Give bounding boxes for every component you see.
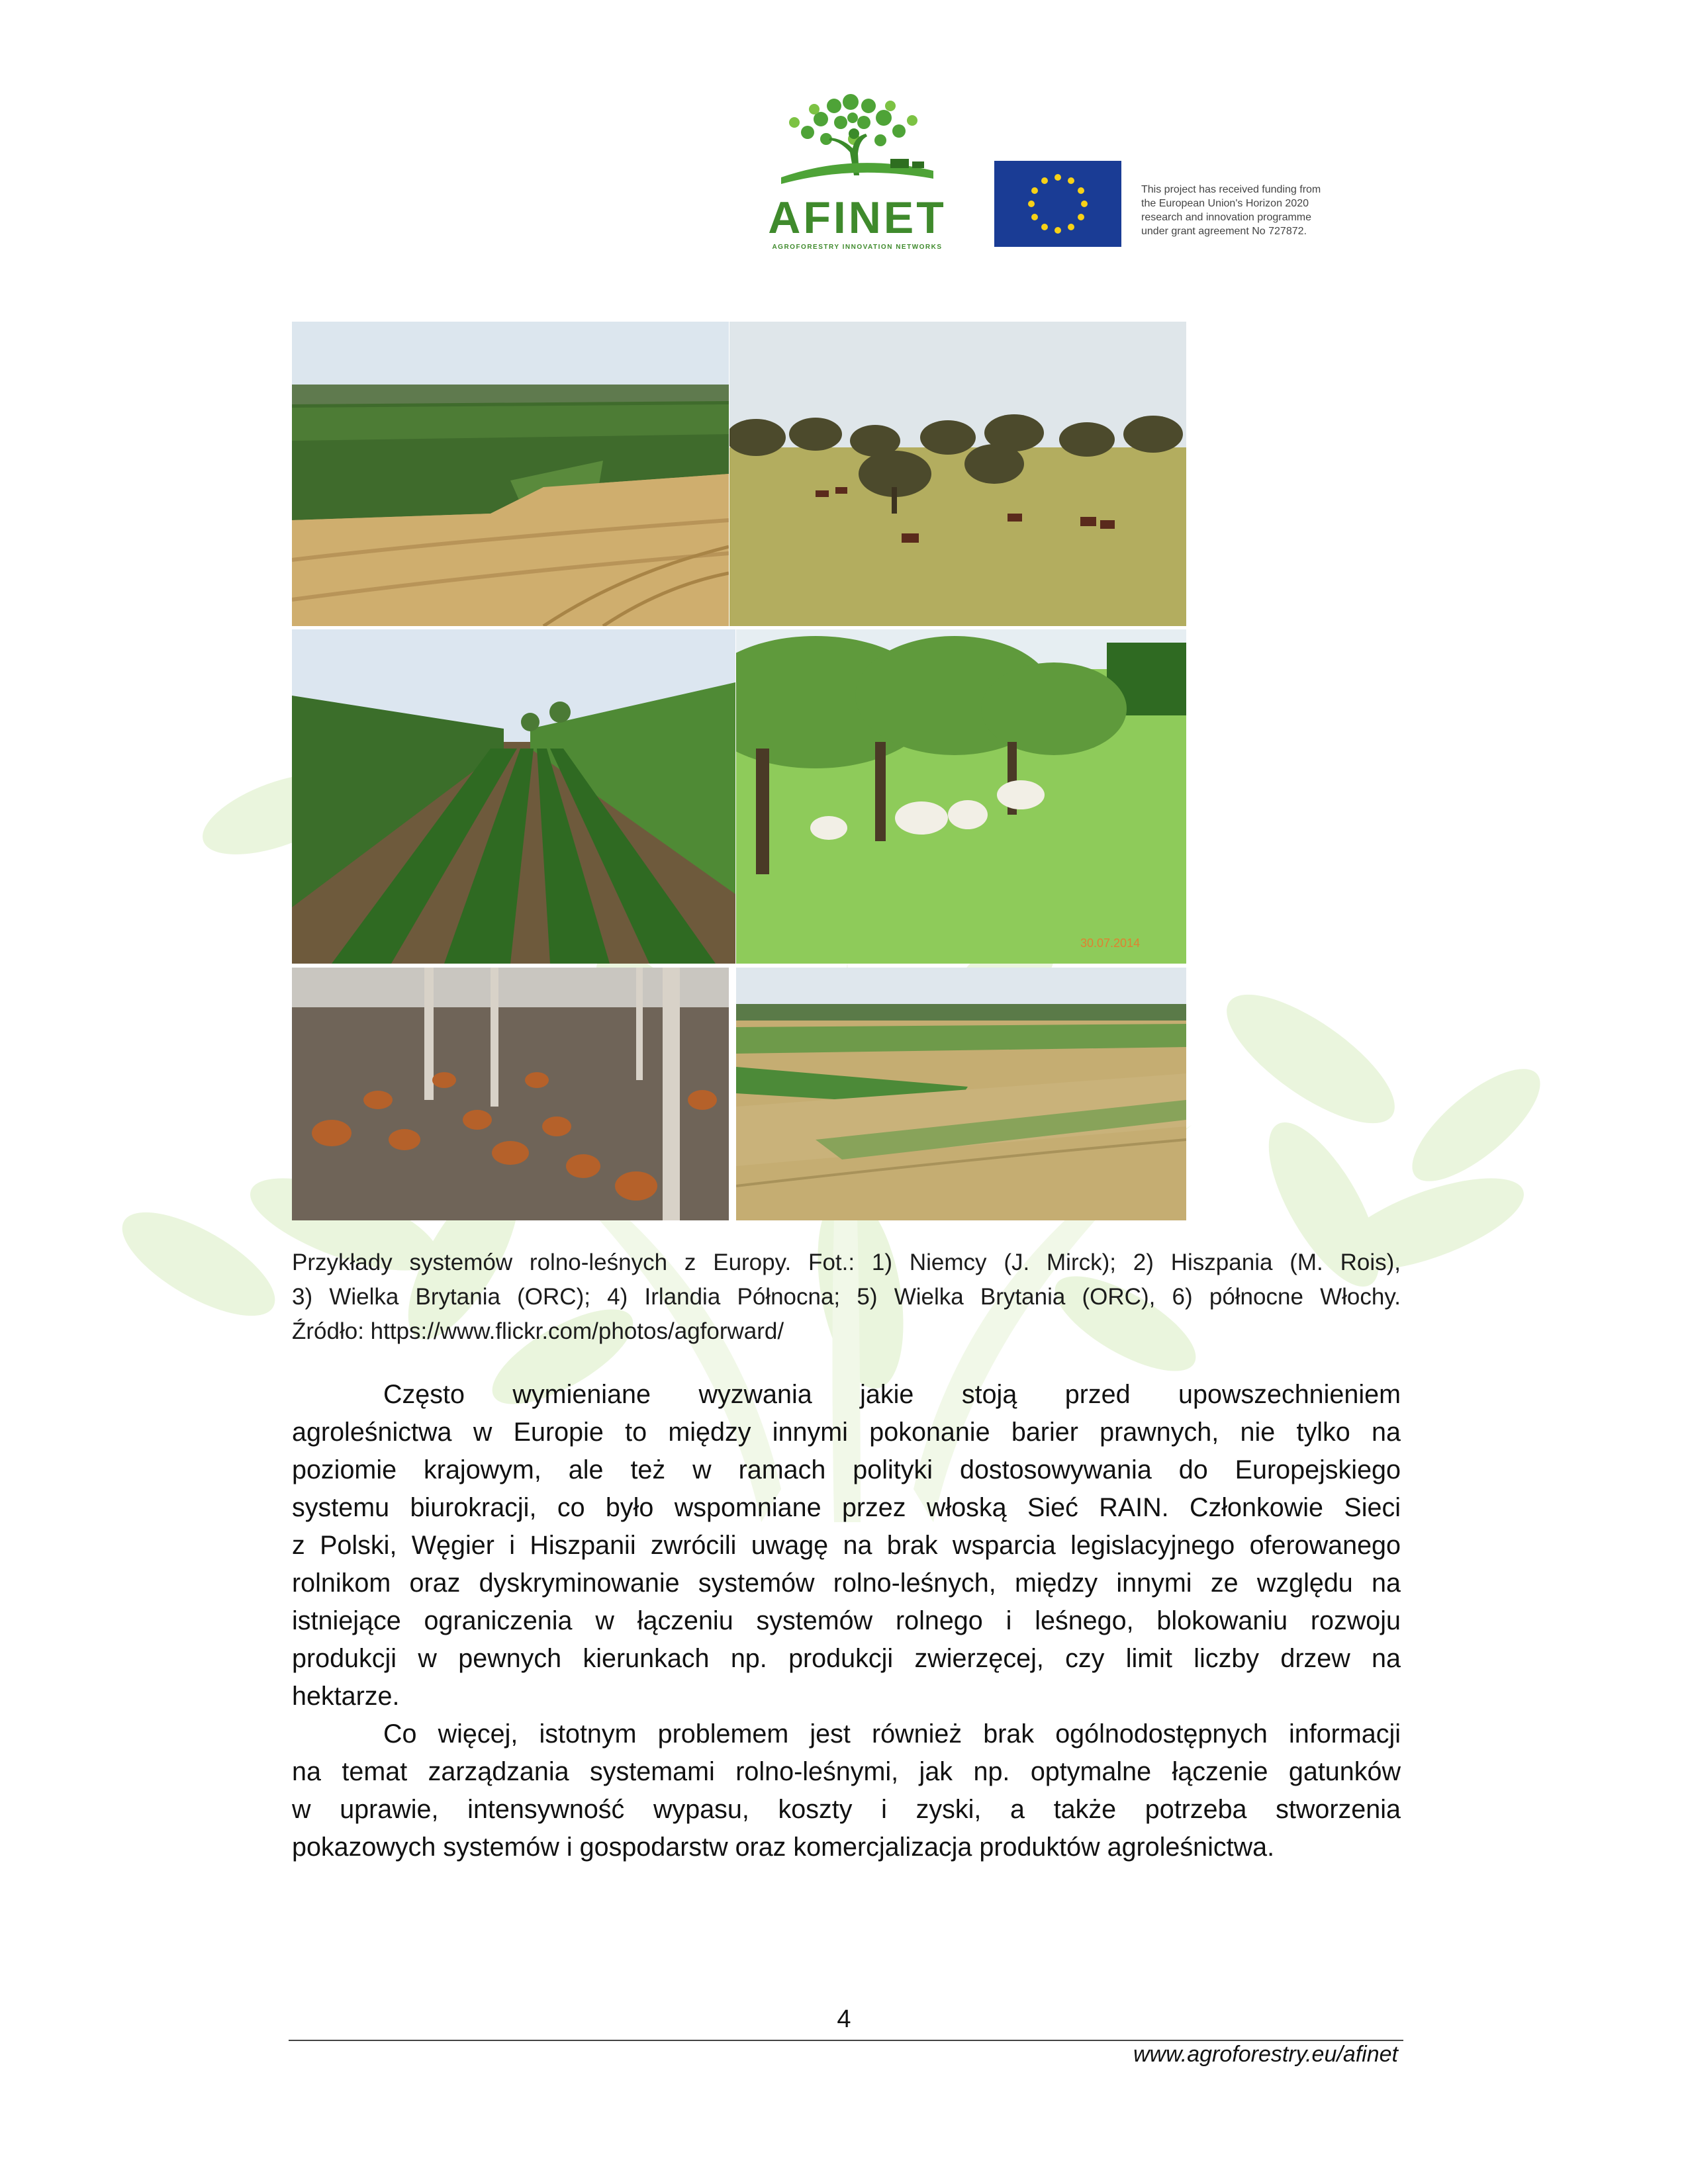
caption-source-link: Źródło: https://www.flickr.com/photos/agforward/ <box>292 1318 784 1344</box>
paragraph-1-line: systemu biurokracji, co było wspomniane przez włoską Sieć RAIN. Członkowie Sieci <box>292 1493 1401 1522</box>
eu-funding-notice <box>1141 183 1393 238</box>
eu-flag-icon <box>994 161 1121 247</box>
eu-funding-line: under grant agreement No 727872. <box>1141 226 1307 237</box>
footer-website-link[interactable]: www.agroforestry.eu/afinet <box>1133 2042 1398 2067</box>
eu-funding-line: This project has received funding from <box>1141 184 1321 195</box>
body-text <box>292 1376 1401 1866</box>
paragraph-2-line: Co więcej, istotnym problemem jest również brak ogólnodostępnych informacji <box>383 1719 1401 1749</box>
eu-funding-line: research and innovation programme <box>1141 212 1312 223</box>
paragraph-1-line: produkcji w pewnych kierunkach np. produkcji zwierzęcej, czy limit liczby drzew na <box>292 1644 1401 1673</box>
photo-spain-dehesa <box>729 322 1186 626</box>
paragraph-1-line: istniejące ograniczenia w łączeniu systemów rolnego i leśnego, blokowaniu rozwoju <box>292 1606 1401 1635</box>
photo-germany-alley-cropping <box>292 322 729 626</box>
footer-divider <box>289 2040 1403 2041</box>
paragraph-1-line: poziomie krajowym, ale też w ramach polityki dostosowywania do Europejskiego <box>292 1455 1401 1484</box>
paragraph-2-line: pokazowych systemów i gospodarstw oraz komercjalizacja produktów agroleśnictwa. <box>292 1833 1275 1862</box>
photo-northern-italy-alley-cropping <box>736 968 1186 1220</box>
paragraph-2-line: w uprawie, intensywność wypasu, koszty i zyski, a także potrzeba stworzenia <box>292 1795 1401 1824</box>
photo-northern-ireland-orchard-sheep <box>736 629 1186 964</box>
afinet-logo <box>755 93 960 251</box>
page-number: 4 <box>837 2005 851 2033</box>
photo-uk-vegetable-rows <box>292 629 735 964</box>
afinet-logo-text: AFINET <box>768 193 947 243</box>
afinet-tree-icon <box>755 93 960 192</box>
eu-funding-line: the European Union's Horizon 2020 <box>1141 198 1309 209</box>
paragraph-1-line: agroleśnictwa w Europie to między innymi pokonanie barier prawnych, nie tylko na <box>292 1418 1401 1447</box>
paragraph-2-line: na temat zarządzania systemami rolno-leśnymi, jak np. optymalne łączenie gatunków <box>292 1757 1401 1786</box>
paragraph-1-line: Często wymieniane wyzwania jakie stoją przed upowszechnieniem <box>383 1380 1401 1409</box>
paragraph-1-line: rolnikom oraz dyskryminowanie systemów rolno-leśnych, między innymi ze względu na <box>292 1569 1401 1598</box>
paragraph-1-line: hektarze. <box>292 1682 400 1711</box>
caption-line: 3) Wielka Brytania (ORC); 4) Irlandia Północna; 5) Wielka Brytania (ORC), 6) północne Włochy. <box>292 1284 1401 1310</box>
caption-line: Przykłady systemów rolno-leśnych z Europy. Fot.: 1) Niemcy (J. Mirck); 2) Hiszpania (M. Rois), <box>292 1250 1401 1275</box>
figure-caption <box>292 1246 1401 1349</box>
afinet-logo-tagline: AGROFORESTRY INNOVATION NETWORKS <box>772 244 943 251</box>
paragraph-1-line: z Polski, Węgier i Hiszpanii zwrócili uwagę na brak wsparcia legislacyjnego oferowanego <box>292 1531 1401 1560</box>
photo-uk-poultry-woodland <box>292 968 729 1220</box>
photo-date-stamp: 30.07.2014 <box>1080 936 1141 950</box>
